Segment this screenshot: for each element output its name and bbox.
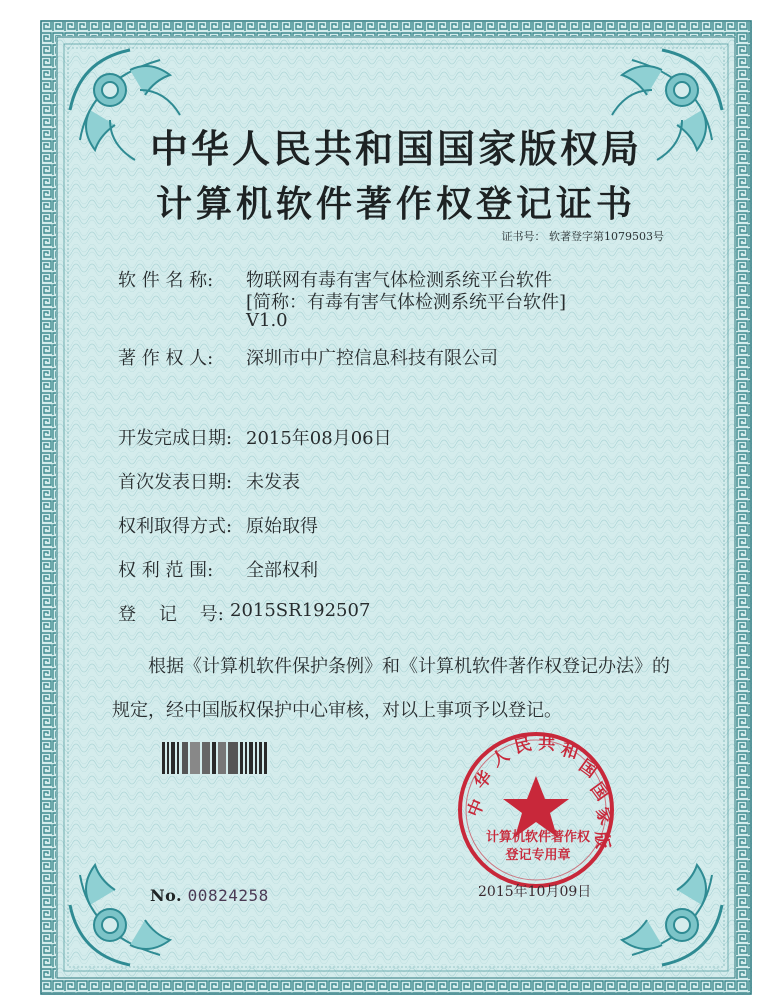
svg-text:版: 版: [591, 830, 613, 850]
certificate: [40, 20, 752, 995]
certificate-number: 证书号： 软著登字第1079503号: [501, 230, 664, 243]
svg-text:和: 和: [558, 739, 581, 765]
first-publication-label: 首次发表日期:: [118, 472, 233, 493]
seal-text-line-1: 计算机软件著作权: [485, 830, 590, 845]
svg-text:人: 人: [488, 745, 514, 772]
registration-no-label: 登 记 号:: [118, 604, 224, 625]
scope-label: 权 利 范 围:: [118, 560, 214, 581]
issuer-title: 中华人民共和国国家版权局: [149, 126, 642, 171]
scope-value: 全部权利: [246, 560, 318, 581]
svg-text:国: 国: [585, 779, 613, 805]
serial-value: 00824258: [187, 886, 269, 905]
barcode: [160, 740, 270, 776]
acquisition-value: 原始取得: [246, 516, 318, 537]
registration-no-value: 2015SR192507: [230, 600, 371, 621]
svg-text:华: 华: [470, 767, 497, 794]
issue-date: 2015年10月09日: [478, 884, 592, 900]
owner-label: 著 作 权 人:: [118, 348, 214, 369]
svg-text:中: 中: [464, 796, 490, 820]
completion-date-label: 开发完成日期:: [118, 428, 233, 449]
software-version: V1.0: [246, 310, 288, 331]
first-publication-value: 未发表: [246, 472, 300, 493]
acquisition-label: 权利取得方式:: [118, 516, 233, 537]
serial-number: [150, 886, 269, 905]
certificate-title: 计算机软件著作权登记证书: [155, 183, 636, 225]
svg-text:共: 共: [537, 734, 556, 755]
svg-text:国: 国: [575, 755, 601, 783]
statement-line-1: 根据《计算机软件保护条例》和《计算机软件著作权登记办法》的: [148, 656, 670, 677]
svg-text:民: 民: [512, 734, 534, 758]
completion-date-value: 2015年08月06日: [246, 428, 392, 449]
statement-line-2: 规定，经中国版权保护中心审核，对以上事项予以登记。: [112, 700, 562, 721]
software-name-label: 软 件 名 称:: [118, 270, 214, 291]
software-name-value: 物联网有毒有害气体检测系统平台软件: [246, 270, 552, 291]
seal-text-line-2: 登记专用章: [505, 848, 571, 863]
owner-value: 深圳市中广控信息科技有限公司: [246, 348, 498, 369]
serial-label: No.: [150, 886, 183, 905]
software-short-name: [简称：有毒有害气体检测系统平台软件]: [246, 292, 567, 313]
svg-text:家: 家: [591, 804, 616, 828]
